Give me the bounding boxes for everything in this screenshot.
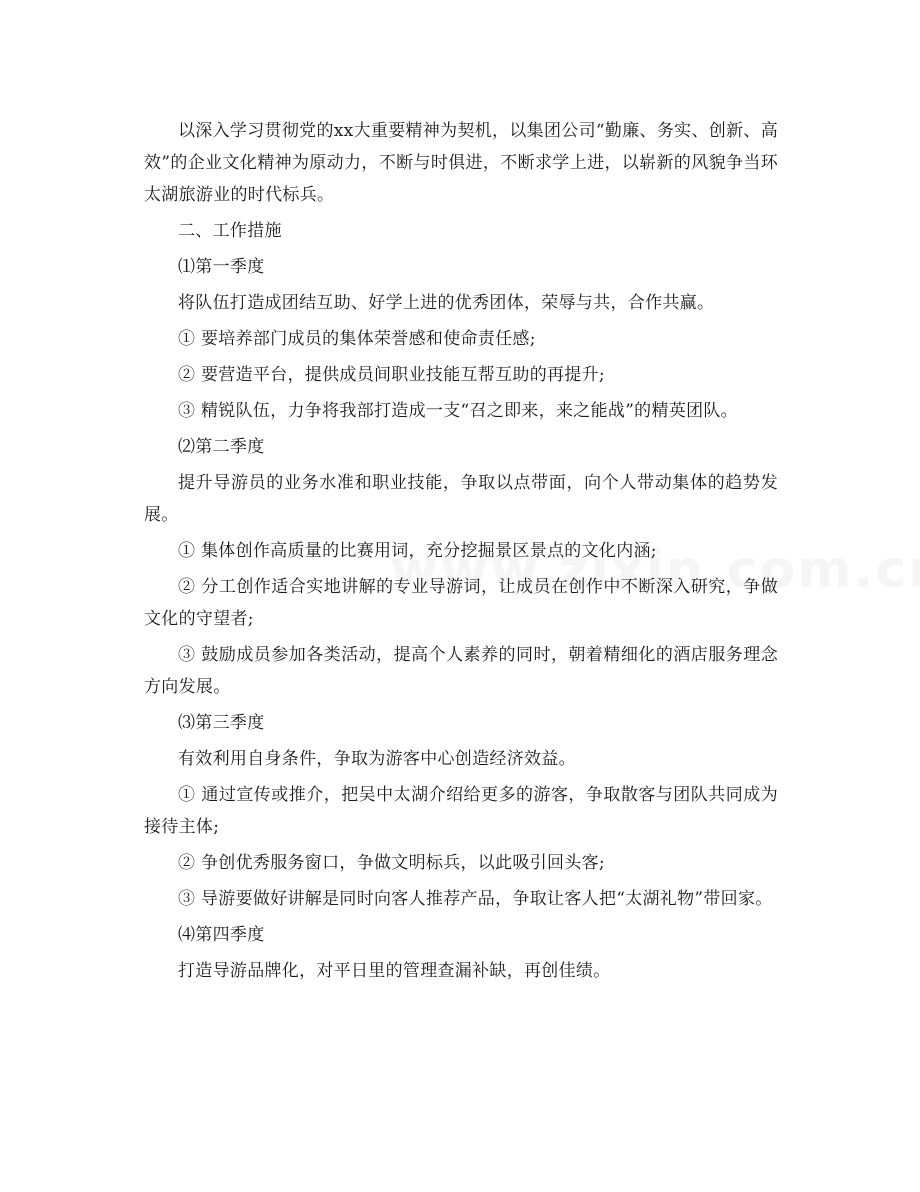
paragraph-q2-goal: 提升导游员的业务水准和职业技能，争取以点带面，向个人带动集体的趋势发展。 <box>144 473 778 525</box>
subheading-q2: ⑵第二季度 <box>178 437 265 457</box>
paragraph-q1-goal: 将队伍打造成团结互助、好学上进的优秀团体，荣辱与共，合作共赢。 <box>178 293 715 313</box>
subheading-q1: ⑴第一季度 <box>178 257 265 277</box>
subheading-q3: ⑶第三季度 <box>178 713 265 733</box>
list-item-q1-1: ① 要培养部门成员的集体荣誉感和使命责任感; <box>178 329 536 349</box>
paragraph-intro: 以深入学习贯彻党的xx大重要精神为契机，以集团公司“勤廉、务实、创新、高效”的企业文化精神为原动力，不断与时俱进，不断求学上进，以崭新的风貌争当环太湖旅游业的时代标兵。 <box>144 121 778 205</box>
subheading-q4: ⑷第四季度 <box>178 925 265 945</box>
document-body <box>144 115 778 991</box>
paragraph-q4-goal: 打造导游品牌化，对平日里的管理查漏补缺，再创佳绩。 <box>178 961 611 981</box>
list-item-q1-3: ③ 精锐队伍，力争将我部打造成一支“召之即来，来之能战”的精英团队。 <box>178 401 738 421</box>
list-item-q2-2: ② 分工创作适合实地讲解的专业导游词，让成员在创作中不断深入研究，争做文化的守望者; <box>144 577 778 629</box>
list-item-q3-2: ② 争创优秀服务窗口，争做文明标兵，以此吸引回头客; <box>178 853 605 873</box>
paragraph-q3-goal: 有效利用自身条件，争取为游客中心创造经济效益。 <box>178 749 576 769</box>
list-item-q2-1: ① 集体创作高质量的比赛用词，充分挖掘景区景点的文化内涵; <box>178 541 657 561</box>
list-item-q3-3: ③ 导游要做好讲解是同时向客人推荐产品，争取让客人把“太湖礼物”带回家。 <box>178 889 773 909</box>
section-heading-work-measures: 二、工作措施 <box>178 221 282 241</box>
list-item-q2-3: ③ 鼓励成员参加各类活动，提高个人素养的同时，朝着精细化的酒店服务理念方向发展。 <box>144 645 778 697</box>
list-item-q3-1: ① 通过宣传或推介，把吴中太湖介绍给更多的游客，争取散客与团队共同成为接待主体; <box>144 785 778 837</box>
list-item-q1-2: ② 要营造平台，提供成员间职业技能互帮互助的再提升; <box>178 365 605 385</box>
